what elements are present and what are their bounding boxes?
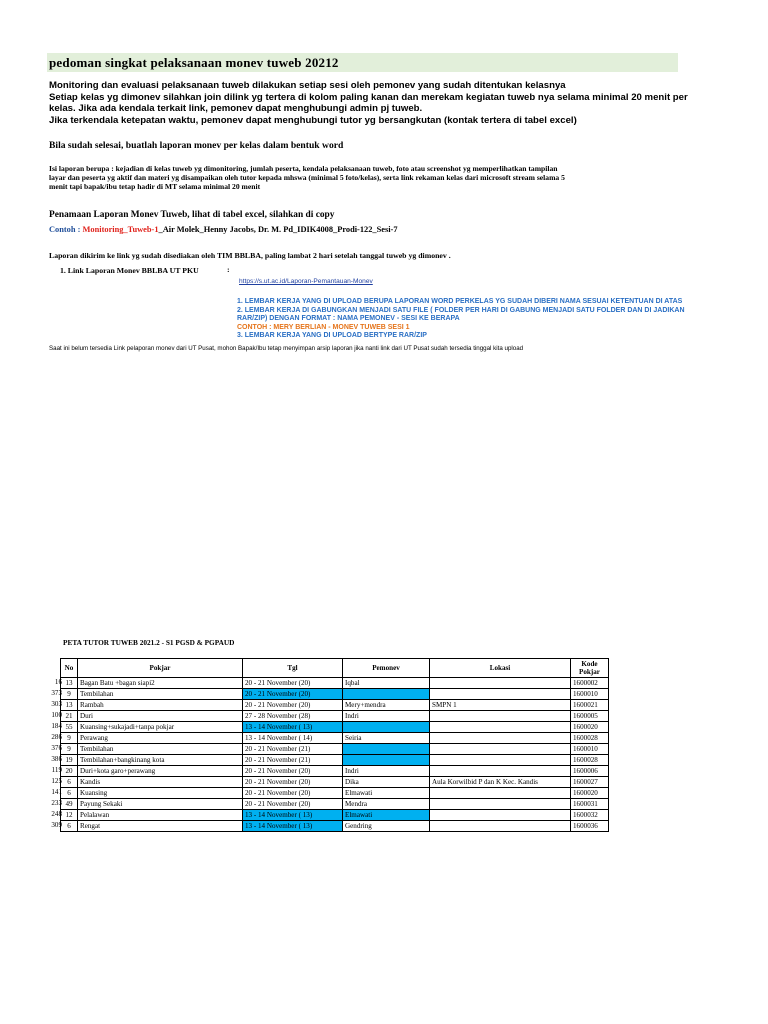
- note-line: CONTOH : MERY BERLIAN - MONEV TUWEB SESI 1: [237, 323, 410, 331]
- laporan-deadline: Laporan dikirim ke link yg sudah disediakan oleh TIM BBLBA, paling lambat 2 hari setelah tanggal tuweb yg dimonev .: [49, 251, 451, 260]
- cell-no[interactable]: 21: [61, 711, 78, 722]
- cell-pokjar[interactable]: Tembilahan: [78, 744, 243, 755]
- cell-lokasi[interactable]: [430, 711, 571, 722]
- header-kode-pokjar: Kode Pokjar: [571, 659, 609, 678]
- isi-laporan: [49, 164, 689, 192]
- table-row: [61, 722, 609, 733]
- cell-no[interactable]: 6: [61, 788, 78, 799]
- cell-pemonev[interactable]: Gendring: [343, 821, 430, 832]
- intro-line: kelas. Jika ada kendala terkait link, pemonev dapat menghubungi admin pj tuweb.: [49, 103, 423, 115]
- cell-kode-pokjar[interactable]: 1600006: [571, 766, 609, 777]
- header-pokjar: Pokjar: [78, 659, 243, 678]
- laporan-link[interactable]: https://s.ut.ac.id/Laporan-Pemantauan-Monev: [239, 278, 373, 285]
- table-row: [61, 788, 609, 799]
- cell-pokjar[interactable]: Pelalawan: [78, 810, 243, 821]
- cell-tgl[interactable]: 20 - 21 November (20): [243, 766, 343, 777]
- cell-kode-pokjar[interactable]: 1600032: [571, 810, 609, 821]
- cell-kode-pokjar[interactable]: 1600031: [571, 799, 609, 810]
- note-line: 1. LEMBAR KERJA YANG DI UPLOAD BERUPA LAPORAN WORD PERKELAS YG SUDAH DIBERI NAMA SESUAI KETENTUAN DI ATAS: [237, 298, 683, 305]
- cell-kode-pokjar[interactable]: 1600005: [571, 711, 609, 722]
- cell-pemonev[interactable]: [343, 755, 430, 766]
- intro-line: Monitoring dan evaluasi pelaksanaan tuweb dilakukan setiap sesi oleh pemonev yang sudah ditentukan kelasnya: [49, 80, 566, 91]
- cell-pemonev[interactable]: Seiria: [343, 733, 430, 744]
- cell-pemonev[interactable]: Indri: [343, 766, 430, 777]
- contoh-line: [49, 225, 398, 234]
- cell-tgl[interactable]: 13 - 14 November ( 13): [243, 722, 343, 733]
- cell-lokasi[interactable]: Aula Korwilbid P dan K Kec. Kandis: [430, 777, 571, 788]
- header-lokasi: Lokasi: [430, 659, 571, 678]
- cell-tgl[interactable]: 20 - 21 November (20): [243, 788, 343, 799]
- table-row: [61, 755, 609, 766]
- cell-no[interactable]: 6: [61, 821, 78, 832]
- table-row: [61, 821, 609, 832]
- cell-kode-pokjar[interactable]: 1600028: [571, 755, 609, 766]
- cell-pokjar[interactable]: Perawang: [78, 733, 243, 744]
- cell-no[interactable]: 20: [61, 766, 78, 777]
- row-index: 286: [51, 733, 62, 741]
- row-index: 248: [51, 810, 62, 818]
- cell-tgl[interactable]: 13 - 14 November ( 13): [243, 810, 343, 821]
- cell-tgl[interactable]: 13 - 14 November ( 13): [243, 821, 343, 832]
- table-row: [61, 777, 609, 788]
- cell-kode-pokjar[interactable]: 1600020: [571, 722, 609, 733]
- isi-line: menit tapi bapak/ibu tetap hadir di MT selama minimal 20 menit: [49, 182, 261, 192]
- cell-pokjar[interactable]: Rambah: [78, 700, 243, 711]
- cell-pokjar[interactable]: Duri+kota garo+perawang: [78, 766, 243, 777]
- cell-no[interactable]: 6: [61, 777, 78, 788]
- row-index: 100: [51, 711, 62, 719]
- cell-lokasi[interactable]: [430, 799, 571, 810]
- row-index: 386: [51, 755, 62, 763]
- naming-heading: Penamaan Laporan Monev Tuweb, lihat di tabel excel, silahkan di copy: [49, 210, 335, 220]
- cell-tgl[interactable]: 20 - 21 November (20): [243, 777, 343, 788]
- upload-notes: [237, 298, 685, 341]
- cell-pemonev[interactable]: Mendra: [343, 799, 430, 810]
- note-line: 3. LEMBAR KERJA YANG DI UPLOAD BERTYPE RAR/ZIP: [237, 332, 427, 340]
- cell-no[interactable]: 13: [61, 678, 78, 689]
- table-row: [61, 700, 609, 711]
- cell-pokjar[interactable]: Kuansing: [78, 788, 243, 799]
- table-row: [61, 689, 609, 700]
- table-row: [61, 799, 609, 810]
- cell-no[interactable]: 19: [61, 755, 78, 766]
- cell-no[interactable]: 9: [61, 689, 78, 700]
- cell-lokasi[interactable]: [430, 678, 571, 689]
- cell-tgl[interactable]: 13 - 14 November ( 14): [243, 733, 343, 744]
- cell-pokjar[interactable]: Kandis: [78, 777, 243, 788]
- intro-text: [49, 80, 689, 127]
- table-header-row: [61, 659, 609, 678]
- cell-pokjar[interactable]: Tembilahan: [78, 689, 243, 700]
- row-index: 141: [51, 788, 62, 796]
- cell-tgl[interactable]: 20 - 21 November (20): [243, 689, 343, 700]
- table-row: [61, 733, 609, 744]
- row-index: 16: [54, 678, 62, 686]
- cell-lokasi[interactable]: [430, 744, 571, 755]
- cell-pemonev[interactable]: Elmawati: [343, 810, 430, 821]
- report-heading: Bila sudah selesai, buatlah laporan monev per kelas dalam bentuk word: [49, 140, 344, 151]
- cell-pemonev[interactable]: Indri: [343, 711, 430, 722]
- cell-pokjar[interactable]: Kuansing+sukajadi+tanpa pokjar: [78, 722, 243, 733]
- isi-line: layar dan peserta yg aktif dan materi yg disampaikan oleh tutor kepada mhswa (minimal 5 foto/kelas), serta link rekaman kelas dari microsoft stream selama 5: [49, 173, 565, 183]
- cell-kode-pokjar[interactable]: 1600027: [571, 777, 609, 788]
- cell-lokasi[interactable]: [430, 733, 571, 744]
- row-index: 303: [51, 700, 62, 708]
- cell-lokasi[interactable]: [430, 810, 571, 821]
- note-line: RAR/ZIP) DENGAN FORMAT : NAMA PEMONEV - SESI KE BERAPA: [237, 315, 460, 323]
- cell-pemonev[interactable]: [343, 689, 430, 700]
- cell-pokjar[interactable]: Duri: [78, 711, 243, 722]
- header-no: No: [61, 659, 78, 678]
- cell-lokasi[interactable]: [430, 722, 571, 733]
- cell-lokasi[interactable]: [430, 755, 571, 766]
- cell-kode-pokjar[interactable]: 1600010: [571, 744, 609, 755]
- cell-pemonev[interactable]: Dika: [343, 777, 430, 788]
- cell-kode-pokjar[interactable]: 1600036: [571, 821, 609, 832]
- cell-pemonev[interactable]: [343, 744, 430, 755]
- cell-tgl[interactable]: 20 - 21 November (20): [243, 799, 343, 810]
- note-line: 2. LEMBAR KERJA DI GABUNGKAN MENJADI SATU FILE ( FOLDER PER HARI DI GABUNG MENJADI SATU FOLDER DAN DI JADIKAN: [237, 306, 685, 314]
- link-label: 1. Link Laporan Monev BBLBA UT PKU: [60, 266, 199, 275]
- cell-lokasi[interactable]: [430, 821, 571, 832]
- table-row: [61, 711, 609, 722]
- intro-line: Jika terkendala ketepatan waktu, pemonev dapat menghubungi tutor yg bersangkutan (kontak tertera di tabel excel): [49, 115, 577, 127]
- cell-kode-pokjar[interactable]: 1600002: [571, 678, 609, 689]
- cell-pokjar[interactable]: Payung Sekaki: [78, 799, 243, 810]
- peta-tutor-table: [60, 658, 609, 832]
- row-index: 309: [51, 821, 62, 829]
- cell-no[interactable]: 9: [61, 744, 78, 755]
- table-row: [61, 744, 609, 755]
- cell-no[interactable]: 12: [61, 810, 78, 821]
- cell-no[interactable]: 9: [61, 733, 78, 744]
- contoh-rest: _Air Molek_Henny Jacobs, Dr. M. Pd_IDIK4008_Prodi-122_Sesi-7: [158, 225, 398, 234]
- table-row: [61, 810, 609, 821]
- cell-pokjar[interactable]: Bagan Batu +bagan siapi2: [78, 678, 243, 689]
- cell-tgl[interactable]: 20 - 21 November (21): [243, 755, 343, 766]
- row-index: 376: [51, 744, 62, 752]
- footnote: Saat ini belum tersedia Link pelaporan monev dari UT Pusat, mohon Bapak/Ibu tetap menyimpan arsip laporan jika nanti link dari UT Pusat sudah tersedia tinggal kita upload: [49, 345, 524, 352]
- link-colon: :: [227, 265, 230, 274]
- cell-tgl[interactable]: 20 - 21 November (20): [243, 678, 343, 689]
- isi-line: Isi laporan berupa : kejadian di kelas tuweb yg dimonitoring, jumlah peserta, kendala pelaksanaan tuweb, foto atau screenshot yg memperlihatkan tampilan: [49, 164, 558, 173]
- row-index: 373: [51, 689, 62, 697]
- cell-tgl[interactable]: 20 - 21 November (21): [243, 744, 343, 755]
- header-pemonev: Pemonev: [343, 659, 430, 678]
- contoh-label: Contoh :: [49, 225, 81, 234]
- cell-pokjar[interactable]: Rengat: [78, 821, 243, 832]
- cell-pemonev[interactable]: Iqbal: [343, 678, 430, 689]
- cell-lokasi[interactable]: [430, 788, 571, 799]
- row-index: 119: [51, 766, 62, 774]
- table-body: [61, 678, 609, 832]
- table-row: [61, 678, 609, 689]
- cell-kode-pokjar[interactable]: 1600010: [571, 689, 609, 700]
- cell-kode-pokjar[interactable]: 1600028: [571, 733, 609, 744]
- cell-lokasi[interactable]: [430, 689, 571, 700]
- contoh-red-part: Monitoring_Tuweb-1: [82, 225, 159, 234]
- cell-lokasi[interactable]: [430, 766, 571, 777]
- cell-no[interactable]: 49: [61, 799, 78, 810]
- row-index: 125: [51, 777, 62, 785]
- cell-tgl[interactable]: 27 - 28 November (28): [243, 711, 343, 722]
- row-index: 233: [51, 799, 62, 807]
- cell-pemonev[interactable]: [343, 722, 430, 733]
- cell-no[interactable]: 55: [61, 722, 78, 733]
- cell-no[interactable]: 13: [61, 700, 78, 711]
- cell-pemonev[interactable]: Mery+mendra: [343, 700, 430, 711]
- intro-line: Setiap kelas yg dimonev silahkan join dilink yg tertera di kolom paling kanan dan merekam kegiatan tuweb nya selama minimal 20 menit per: [49, 91, 688, 103]
- table-row: [61, 766, 609, 777]
- row-index: 184: [51, 722, 62, 730]
- cell-pemonev[interactable]: Elmawati: [343, 788, 430, 799]
- cell-kode-pokjar[interactable]: 1600020: [571, 788, 609, 799]
- page-title: pedoman singkat pelaksanaan monev tuweb 20212: [49, 55, 339, 70]
- header-tgl: Tgl: [243, 659, 343, 678]
- cell-lokasi[interactable]: SMPN 1: [430, 700, 571, 711]
- cell-tgl[interactable]: 20 - 21 November (20): [243, 700, 343, 711]
- table-title: PETA TUTOR TUWEB 2021.2 - S1 PGSD & PGPAUD: [63, 638, 235, 647]
- cell-pokjar[interactable]: Tembilahan+bangkinang kota: [78, 755, 243, 766]
- cell-kode-pokjar[interactable]: 1600021: [571, 700, 609, 711]
